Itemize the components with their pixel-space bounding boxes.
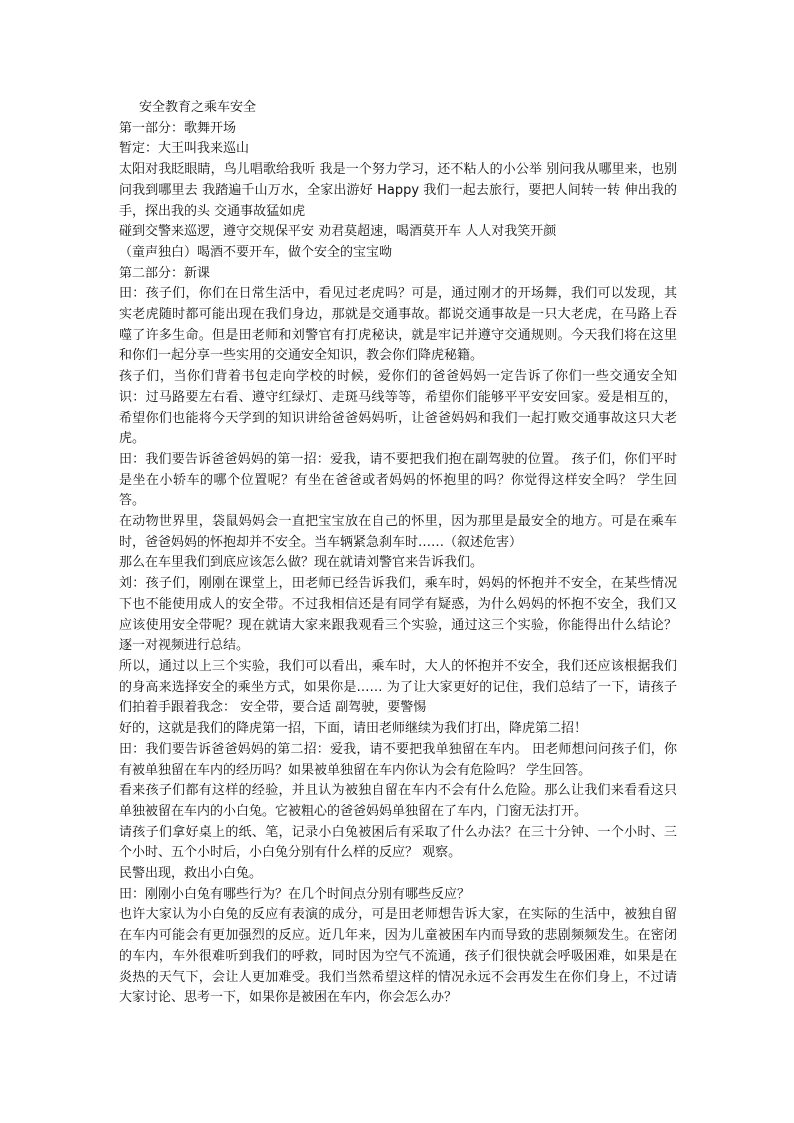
body-paragraph: 田：我们要告诉爸爸妈妈的第一招：爱我，请不要把我们抱在副驾驶的位置。 孩子们，你们平时是坐在小轿车的哪个位置呢？有坐在爸爸或者妈妈的怀抱里的吗？你觉得这样安全吗？ 学生回答。 bbox=[119, 451, 677, 509]
body-paragraph: 田：刚刚小白兔有哪些行为？在几个时间点分别有哪些反应？ bbox=[119, 886, 471, 902]
body-paragraph: 看来孩子们都有这样的经验，并且认为被独自留在车内不会有什么危险。那么让我们来看看这只单独被留在车内的小白兔。它被粗心的爸爸妈妈单独留在了车内，门窗无法打开。 bbox=[119, 783, 677, 819]
body-paragraph: 田：孩子们，你们在日常生活中，看见过老虎吗？可是，通过刚才的开场舞，我们可以发现，其实老虎随时都可能出现在我们身边，那就是交通事故。都说交通事故是一只大老虎，在马路上吞噬了许多生命。但是田老师和刘警官有打虎秘诀，就是牢记并遵守交通规则。今天我们将在这里和你们一起分享一些实用的交通安全知识，教会你们降虎秘籍。 bbox=[119, 286, 677, 364]
document-title: 安全教育之乘车安全 bbox=[139, 100, 257, 115]
lyrics-paragraph: 碰到交警来巡逻，遵守交规保平安 劝君莫超速，喝酒莫开车 人人对我笑开颜 bbox=[119, 224, 557, 240]
body-paragraph: 民警出现，救出小白兔。 bbox=[119, 866, 263, 882]
body-paragraph: 刘：孩子们，刚刚在课堂上，田老师已经告诉我们，乘车时，妈妈的怀抱并不安全，在某些情况下也不能使用成人的安全带。不过我相信还是有同学有疑惑，为什么妈妈的怀抱不安全，我们又应该使用安全带呢？现在就请大家来跟我观看三个实验，通过这三个实验，你能得出什么结论？ 逐一对视频进行总结。 bbox=[119, 576, 677, 654]
lyrics-paragraph: 太阳对我眨眼睛，鸟儿唱歌给我听 我是一个努力学习，还不粘人的小公举 别问我从哪里来，也别问我到哪里去 我踏遍千山万水，全家出游好 Happy 我们一起去旅行，要把人间转一转 伸出我的手，探出我的头 交通事故猛如虎 bbox=[119, 162, 677, 219]
document-body bbox=[119, 98, 677, 1009]
body-paragraph: 也许大家认为小白兔的反应有表演的成分，可是田老师想告诉大家，在实际的生活中，被独自留在车内可能会有更加强烈的反应。近几年来，因为儿童被困车内而导致的悲剧频频发生。在密闭的车内，车外很难听到我们的呼救，同时因为空气不流通，孩子们很快就会呼吸困难，如果是在炎热的天气下，会让人更加难受。我们当然希望这样的情况永远不会再发生在你们身上，不过请大家讨论、思考一下，如果你是被困在车内，你会怎么办？ bbox=[119, 907, 677, 1006]
body-paragraph: 那么在车里我们到底应该怎么做？现在就请刘警官来告诉我们。 bbox=[119, 555, 484, 571]
body-paragraph: 所以，通过以上三个实验，我们可以看出，乘车时，大人的怀抱并不安全，我们还应该根据我们的身高来选择安全的乘坐方式，如果你是…… 为了让大家更好的记住，我们总结了一下，请孩子们拍着手跟着我念： 安全带，要合适 副驾驶，要警惕 bbox=[119, 658, 677, 716]
section-heading: 第一部分：歌舞开场 bbox=[119, 120, 237, 136]
section-heading: 第二部分：新课 bbox=[119, 265, 211, 281]
monologue-line: （童声独白）喝酒不要开车，做个安全的宝宝呦 bbox=[119, 244, 393, 260]
body-paragraph: 在动物世界里，袋鼠妈妈会一直把宝宝放在自己的怀里，因为那里是最安全的地方。可是在乘车时，爸爸妈妈的怀抱却并不安全。当车辆紧急刹车时……（叙述危害） bbox=[119, 514, 677, 550]
body-paragraph: 孩子们，当你们背着书包走向学校的时候，爱你们的爸爸妈妈一定告诉了你们一些交通安全知识：过马路要左右看、遵守红绿灯、走斑马线等等，希望你们能够平平安安回家。爱是相互的，希望你们也能将今天学到的知识讲给爸爸妈妈听，让爸爸妈妈和我们一起打败交通事故这只大老虎。 bbox=[119, 369, 677, 447]
song-title-line: 暂定：大王叫我来巡山 bbox=[119, 141, 250, 157]
body-paragraph: 好的，这就是我们的降虎第一招，下面，请田老师继续为我们打出，降虎第二招！ bbox=[119, 721, 588, 737]
body-paragraph: 请孩子们拿好桌上的纸、笔，记录小白兔被困后有采取了什么办法？在三十分钟、一个小时、三个小时、五个小时后，小白兔分别有什么样的反应？ 观察。 bbox=[119, 824, 677, 861]
body-paragraph: 田：我们要告诉爸爸妈妈的第二招：爱我，请不要把我单独留在车内。 田老师想问问孩子们，你有被单独留在车内的经历吗？如果被单独留在车内你认为会有危险吗？ 学生回答。 bbox=[119, 741, 677, 778]
